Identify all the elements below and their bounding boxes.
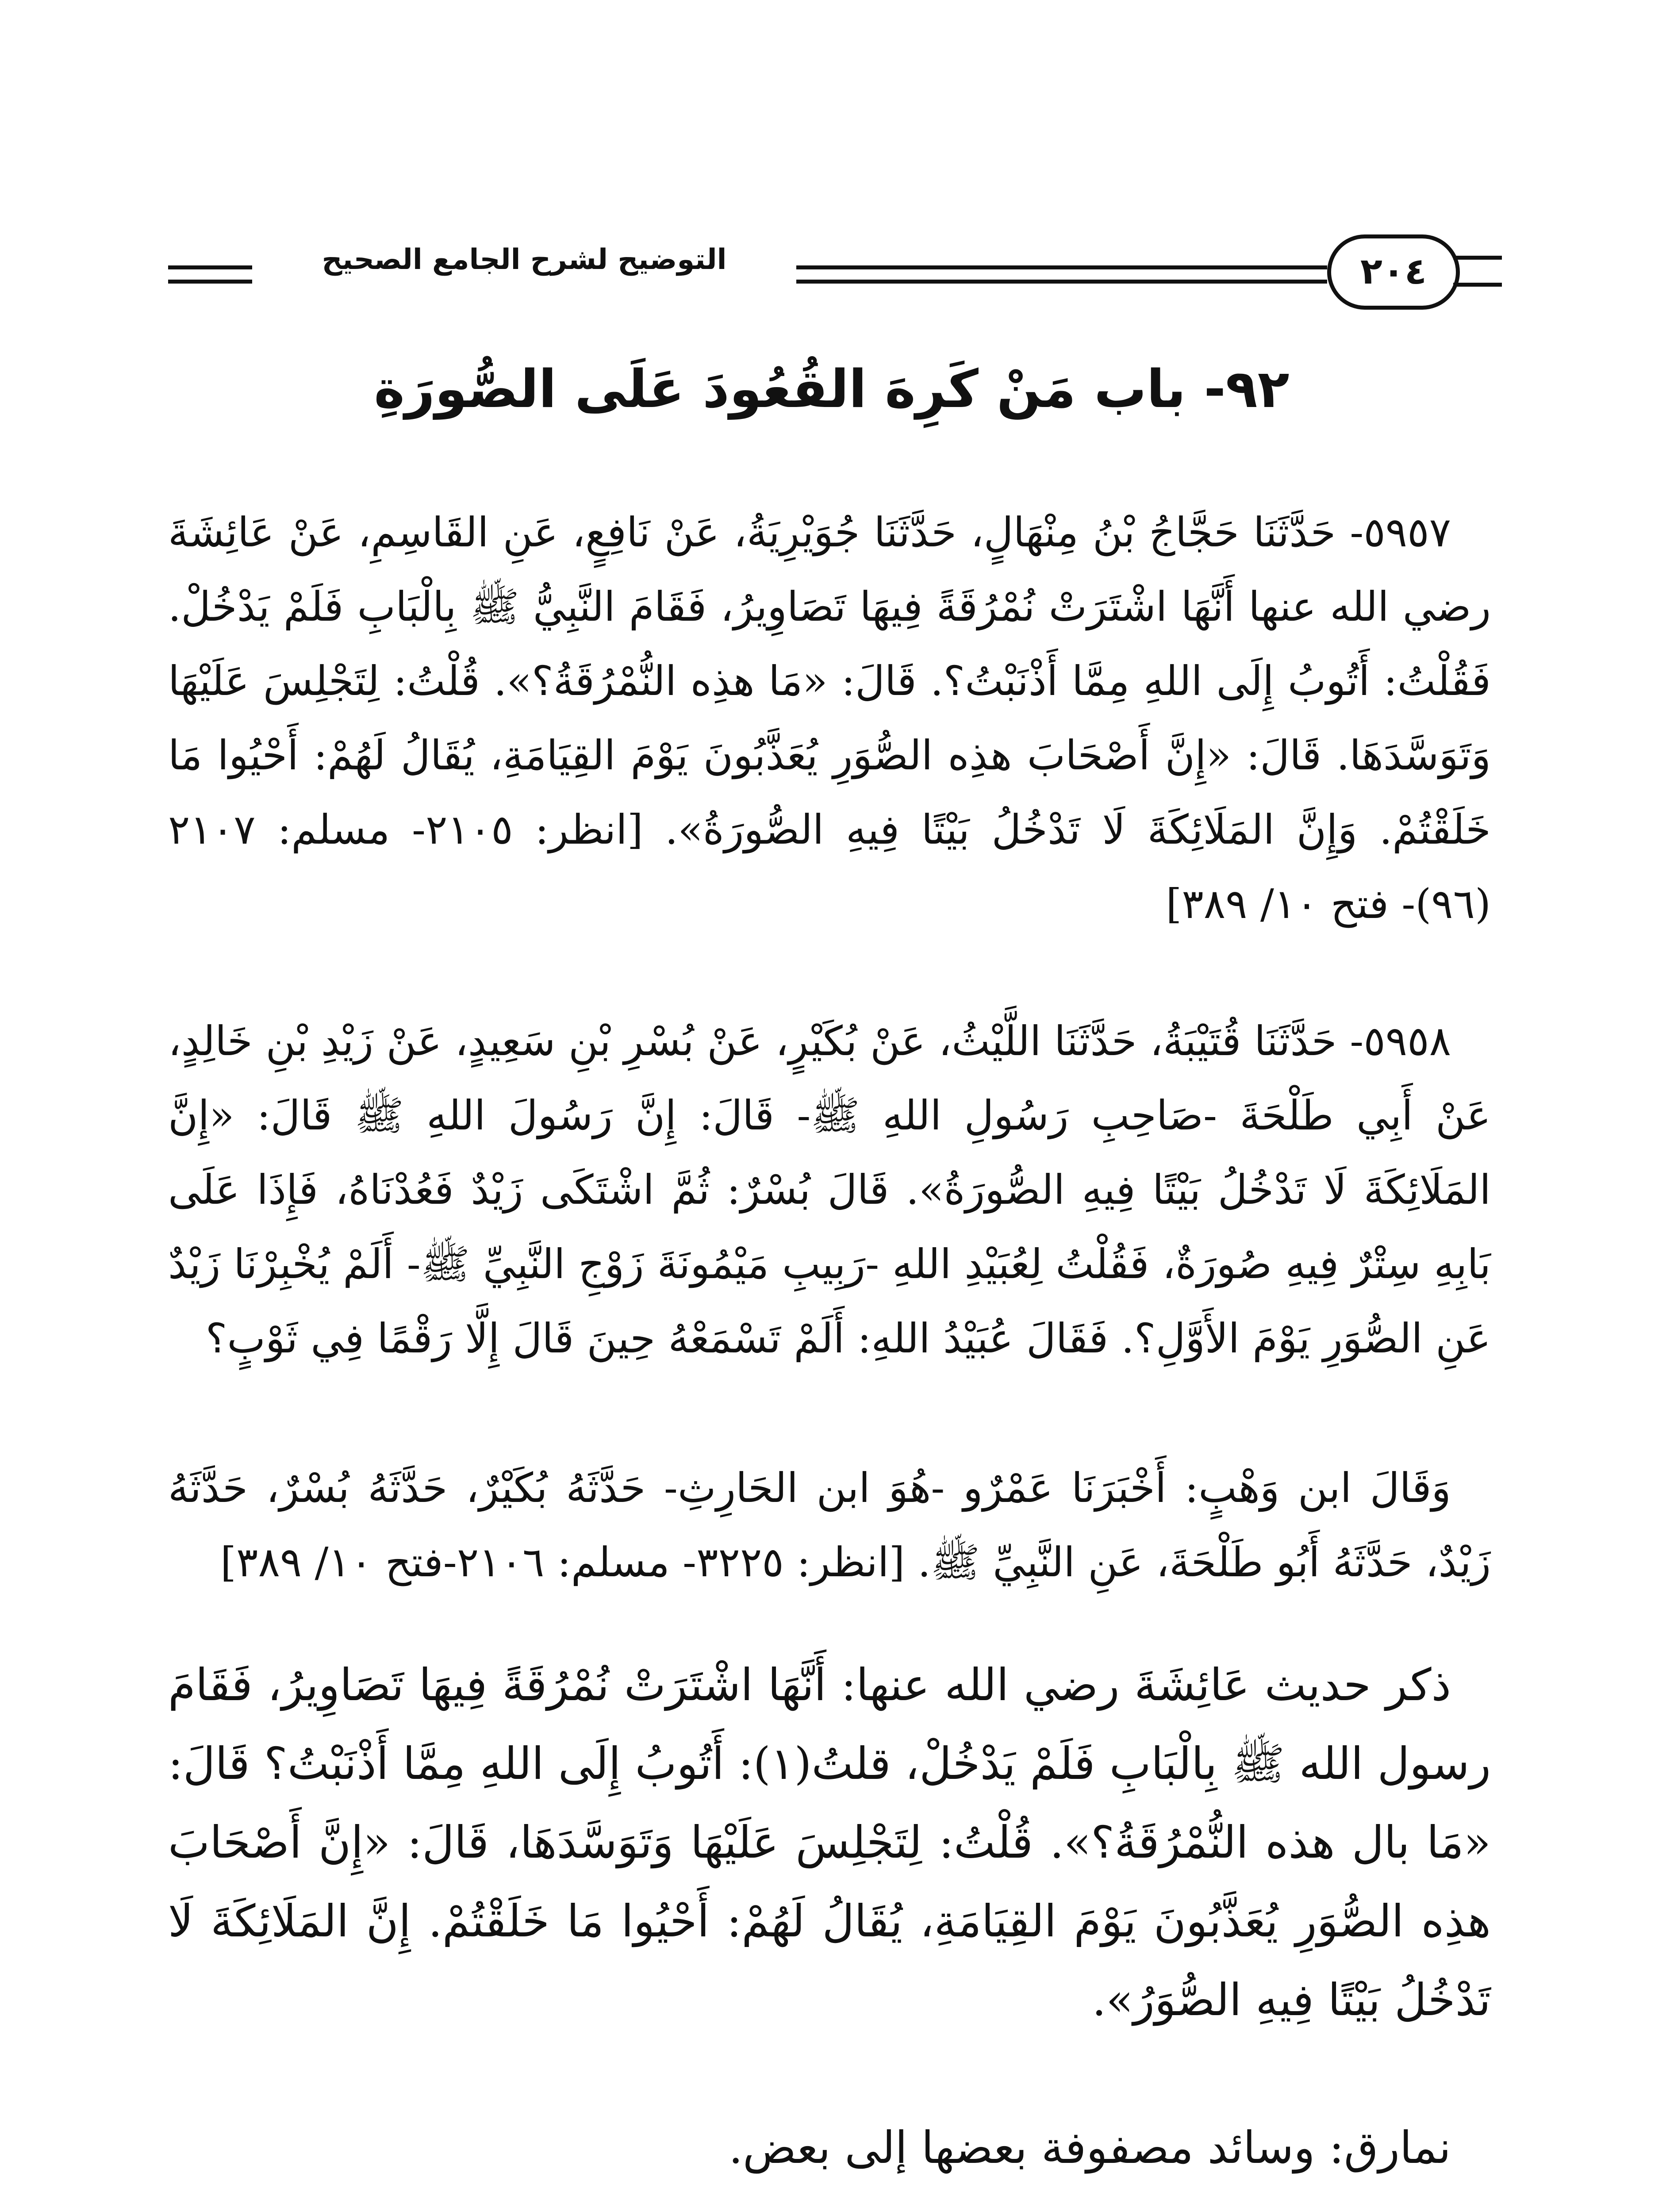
commentary-text: ذكر حديث عَائِشَةَ رضي الله عنها: أَنَّهَا اشْتَرَتْ نُمْرُقَةً فِيهَا تَصَاوِيرُ، فَقَامَ رسول الله ﷺ بِالْبَابِ فَلَمْ يَدْخُلْ، قلتُ(١): أَتُوبُ إِلَى اللهِ مِمَّا أَذْنَبْتُ؟ قَالَ: «مَا بال هذه النُّمْرُقَةُ؟». قُلْتُ: لِتَجْلِسَ عَلَيْهَا وَتَوَسَّدَهَا، قَالَ: «إِنَّ أَصْحَابَ هذِه الصُّوَرِ يُعَذَّبُونَ يَوْمَ القِيَامَةِ، يُقَالُ لَهُمْ: أَحْيُوا مَا خَلَقْتُمْ. إِنَّ المَلَائِكَةَ لَا تَدْخُلُ بَيْتًا فِيهِ الصُّوَرُ». <box>168 1659 1491 2026</box>
definition-note-text: نمارق: وسائد مصفوفة بعضها إلى بعض. <box>729 2122 1451 2174</box>
running-title: التوضيح لشرح الجامع الصحيح <box>322 243 727 276</box>
page-number: ٢٠٤ <box>1327 234 1460 310</box>
hadith-5958-continuation <box>168 1451 1491 1600</box>
definition-note <box>168 2110 1491 2185</box>
header-rule <box>796 280 1327 284</box>
header-rule <box>168 265 252 269</box>
chapter-title: ٩٢- باب مَنْ كَرِهَ القُعُودَ عَلَى الصُّورَةِ <box>374 358 1290 419</box>
hadith-5958-continuation-text: وَقَالَ ابن وَهْبٍ: أَخْبَرَنَا عَمْرٌو -هُوَ ابن الحَارِثِ- حَدَّثَهُ بُكَيْرٌ، حَدَّثَهُ بُسْرٌ، حَدَّثَهُ زَيْدٌ، حَدَّثَهُ أَبُو طَلْحَةَ، عَنِ النَّبِيِّ ﷺ. [انظر: ٣٢٢٥- مسلم: ٢١٠٦-فتح ١٠/ ٣٨٩] <box>168 1464 1491 1586</box>
hadith-5958-text: ٥٩٥٨- حَدَّثَنَا قُتَيْبَةُ، حَدَّثَنَا اللَّيْثُ، عَنْ بُكَيْرٍ، عَنْ بُسْرِ بْنِ سَعِيدٍ، عَنْ زَيْدِ بْنِ خَالِدٍ، عَنْ أَبِي طَلْحَةَ -صَاحِبِ رَسُولِ اللهِ ﷺ- قَالَ: إِنَّ رَسُولَ اللهِ ﷺ قَالَ: «إِنَّ المَلَائِكَةَ لَا تَدْخُلُ بَيْتًا فِيهِ الصُّورَةُ». قَالَ بُسْرٌ: ثُمَّ اشْتَكَى زَيْدٌ فَعُدْنَاهُ، فَإِذَا عَلَى بَابِهِ سِتْرٌ فِيهِ صُورَةٌ، فَقُلْتُ لِعُبَيْدِ اللهِ -رَبِيبِ مَيْمُونَةَ زَوْجِ النَّبِيِّ ﷺ- أَلَمْ يُخْبِرْنَا زَيْدٌ عَنِ الصُّوَرِ يَوْمَ الأَوَّلِ؟. فَقَالَ عُبَيْدُ اللهِ: أَلَمْ تَسْمَعْهُ حِينَ قَالَ إِلَّا رَقْمًا فِي ثَوْبٍ؟ <box>168 1018 1491 1362</box>
hadith-5957 <box>168 495 1491 941</box>
header-rule <box>168 280 252 284</box>
hadith-5958 <box>168 1004 1491 1376</box>
page-number-ornament <box>1453 256 1502 287</box>
commentary <box>168 1646 1491 2039</box>
page-header <box>168 230 1495 319</box>
header-rule <box>796 265 1327 269</box>
hadith-5957-text: ٥٩٥٧- حَدَّثَنَا حَجَّاجُ بْنُ مِنْهَالٍ، حَدَّثَنَا جُوَيْرِيَةُ، عَنْ نَافِعٍ، عَنِ القَاسِمِ، عَنْ عَائِشَةَ رضي الله عنها أَنَّهَا اشْتَرَتْ نُمْرُقَةً فِيهَا تَصَاوِيرُ، فَقَامَ النَّبِيُّ ﷺ بِالْبَابِ فَلَمْ يَدْخُلْ. فَقُلْتُ: أَتُوبُ إِلَى اللهِ مِمَّا أَذْنَبْتُ؟. قَالَ: «مَا هذِه النُّمْرُقَةُ؟». قُلْتُ: لِتَجْلِسَ عَلَيْهَا وَتَوَسَّدَهَا. قَالَ: «إِنَّ أَصْحَابَ هذِه الصُّوَرِ يُعَذَّبُونَ يَوْمَ القِيَامَةِ، يُقَالُ لَهُمْ: أَحْيُوا مَا خَلَقْتُمْ. وَإِنَّ المَلَائِكَةَ لَا تَدْخُلُ بَيْتًا فِيهِ الصُّورَةُ». [انظر: ٢١٠٥- مسلم: ٢١٠٧ (٩٦)- فتح ١٠/ ٣٨٩] <box>168 509 1491 928</box>
